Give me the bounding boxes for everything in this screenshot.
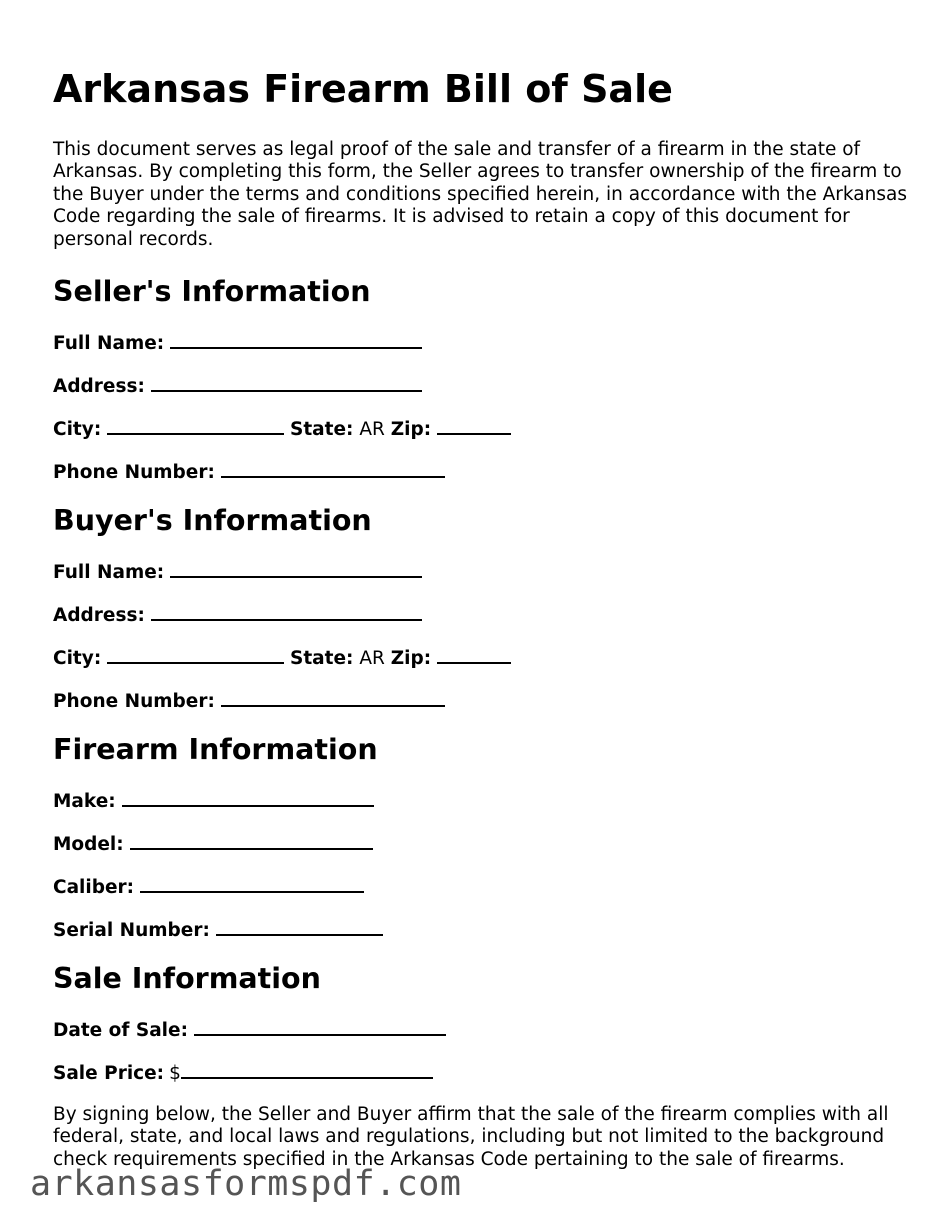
sale-date-label: Date of Sale: [53,1020,188,1042]
firearm-serial-field[interactable] [53,918,913,942]
seller-full-name-field[interactable] [53,331,913,355]
document-title: Arkansas Firearm Bill of Sale [53,67,673,111]
buyer-address-field[interactable] [53,603,913,627]
currency-symbol: $ [169,1063,181,1085]
buyer-address-label: Address: [53,605,145,627]
firearm-caliber-blank[interactable] [140,875,364,893]
seller-state-value: AR [359,419,385,441]
sale-price-field[interactable] [53,1061,913,1085]
firearm-make-label: Make: [53,791,116,813]
seller-city-label: City: [53,419,102,441]
seller-address-field[interactable] [53,374,913,398]
buyer-city-state-zip-field[interactable] [53,646,913,670]
buyer-phone-label: Phone Number: [53,691,215,713]
seller-heading: Seller's Information [53,275,371,309]
buyer-city-blank[interactable] [107,646,284,664]
firearm-caliber-label: Caliber: [53,877,135,899]
buyer-zip-label: Zip: [390,648,432,670]
firearm-model-field[interactable] [53,832,913,856]
sale-price-label: Sale Price: [53,1063,165,1085]
seller-address-blank[interactable] [151,374,422,392]
seller-city-blank[interactable] [107,417,284,435]
seller-city-state-zip-field[interactable] [53,417,913,441]
seller-phone-field[interactable] [53,460,913,484]
document-page [53,66,913,1171]
firearm-make-blank[interactable] [122,789,374,807]
buyer-heading: Buyer's Information [53,504,372,538]
closing-paragraph: By signing below, the Seller and Buyer affirm that the sale of the firearm complies with all federal, state, and local laws and regulations, including but not limited to the background check requirements specified in the Arkansas Code pertaining to the sale of firearms. [53,1104,889,1170]
seller-zip-blank[interactable] [437,417,511,435]
sale-date-blank[interactable] [194,1018,446,1036]
buyer-phone-field[interactable] [53,689,913,713]
firearm-make-field[interactable] [53,789,913,813]
sale-heading: Sale Information [53,962,321,996]
buyer-full-name-label: Full Name: [53,562,165,584]
firearm-model-blank[interactable] [130,832,373,850]
buyer-state-label: State: [290,648,354,670]
buyer-full-name-blank[interactable] [170,560,422,578]
intro-paragraph: This document serves as legal proof of the sale and transfer of a firearm in the state of Arkansas. By completing this form, the Seller agrees to transfer ownership of the firearm to the Buyer under the terms and conditions specified herein, in accordance with the Arkansas Code regarding the sale of firearms. It is advised to retain a copy of this document for personal records. [53,139,907,250]
buyer-city-label: City: [53,648,102,670]
seller-full-name-label: Full Name: [53,333,165,355]
buyer-state-value: AR [359,648,385,670]
sale-date-field[interactable] [53,1018,913,1042]
buyer-address-blank[interactable] [151,603,422,621]
buyer-zip-blank[interactable] [437,646,511,664]
firearm-serial-blank[interactable] [216,918,383,936]
seller-state-label: State: [290,419,354,441]
seller-full-name-blank[interactable] [170,331,422,349]
firearm-serial-label: Serial Number: [53,920,210,942]
buyer-phone-blank[interactable] [221,689,445,707]
seller-phone-blank[interactable] [221,460,445,478]
buyer-full-name-field[interactable] [53,560,913,584]
seller-phone-label: Phone Number: [53,462,215,484]
firearm-heading: Firearm Information [53,733,378,767]
firearm-model-label: Model: [53,834,124,856]
seller-zip-label: Zip: [390,419,432,441]
watermark-text: arkansasformspdf.com [30,1164,462,1204]
seller-address-label: Address: [53,376,145,398]
sale-price-blank[interactable] [181,1061,433,1079]
firearm-caliber-field[interactable] [53,875,913,899]
